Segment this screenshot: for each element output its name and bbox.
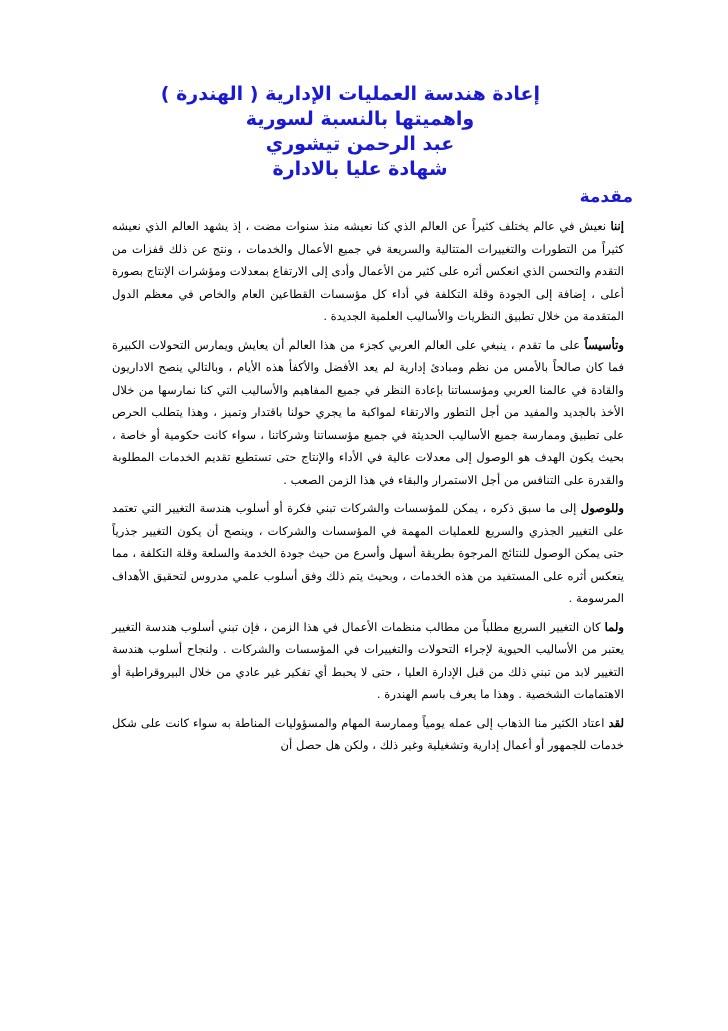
paragraph-text: إلى ما سبق ذكره ، يمكن للمؤسسات والشركات تبني فكرة أو أسلوب هندسة التغيير التي تعتمد على التغيير الجذري والسريع للعمليات المهمة في المؤسسات والشركات ، وينصح أن يكون التغيير جذرياً حتى يمكن الوصول للنتائج المرجوة بطريقة أسهل وأسرع من حيث جودة الخدمة والسلعة وقلة التكلفة ، مما ينعكس أثره على المستفيد من هذه الخدمات ، وبحيث يتم ذلك وفق أسلوب علمي مدروس لتحقيق الأهداف المرسومة . [112, 501, 624, 605]
paragraph-lead: ولما [604, 619, 624, 634]
title-line-2: واهميتها بالنسبة لسورية [245, 108, 475, 130]
document-title [150, 82, 570, 182]
paragraph-5 [112, 712, 624, 757]
paragraph-lead: لقد [608, 715, 624, 730]
paragraph-1 [112, 215, 624, 328]
body-text [112, 215, 624, 763]
paragraph-lead: وتأسيساً [584, 337, 624, 352]
paragraph-text: اعتاد الكثير منا الذهاب إلى عمله يومياً وممارسة المهام والمسؤوليات المناطة به سواء كانت على شكل خدمات للجمهور أو أعمال إدارية وتشغيلية وغير ذلك ، ولكن هل حصل أن [112, 715, 624, 752]
title-line-1: إعادة هندسة العمليات الإدارية ( الهندرة ) [160, 83, 540, 105]
author-credential: شهادة عليا بالادارة [272, 158, 448, 180]
paragraph-text: على ما تقدم ، ينبغي على العالم العربي كجزء من هذا العالم أن يعايش ويمارس التحولات الكبيرة فما كان صالحاً بالأمس من نظم ومبادئ إدارية لم يعد الأفضل والأكفأ هذه الأيام ، وبالتالي ينصح الاداريون والقادة في عالمنا العربي ومؤسساتنا بإعادة النظر في جميع المفاهيم والأساليب التي كنا نمارسها من خلال الأخذ بالجديد والمفيد من أجل التطور والارتقاء لمواكبة ما يجري حولنا باقتدار وتميز ، وهذا يتطلب الحرص على تطبيق وممارسة جميع الأساليب الحديثة في جميع مؤسساتنا وشركاتنا ، سواء كانت حكومية أو خاصة ، بحيث يكون الهدف هو الوصول إلى معدلات عالية في الأداء والإنتاج حتى تستطيع تقديم الخدمات المطلوبة والقدرة على التنافس من أجل الاستمرار والبقاء في هذا الزمن الصعب . [112, 337, 624, 487]
paragraph-lead: وللوصول [580, 501, 624, 515]
section-heading: مقدمة [579, 187, 633, 207]
author-name: عبد الرحمن تيشوري [265, 133, 455, 155]
paragraph-lead: إننا [610, 219, 624, 233]
paragraph-3 [112, 497, 624, 610]
paragraph-text: كان التغيير السريع مطلباً من مطالب منظمات الأعمال في هذا الزمن ، فإن تبني أسلوب هندسة التغيير يعتبر من الأساليب الحيوية لإجراء التحولات والتغييرات في المؤسسات والشركات . ولنجاح أسلوب هندسة التغيير لابد من تبني ذلك من قبل الإدارة العليا ، حتى لا يحبط أي تفكير غير عادي من خلال البيروقراطية أو الاهتمامات الشخصية . وهذا ما يعرف باسم الهندرة . [112, 619, 624, 701]
paragraph-text: نعيش في عالم يختلف كثيراً عن العالم الذي كنا نعيشه منذ سنوات مضت ، إذ يشهد العالم الذي نعيشه كثيراً من التطورات والتغييرات المتتالية والسريعة في جميع الأعمال والخدمات ، ونتج عن ذلك قفزات من التقدم والتحسن الذي انعكس أثره على كثير من الأعمال وأدى إلى الارتفاع بمعدلات ومؤشرات الإنتاج بصورة أعلى ، إضافة إلى الجودة وقلة التكلفة في أداء كل مؤسسات القطاعين العام والخاص في معظم الدول المتقدمة من خلال تطبيق النظريات والأساليب العلمية الجديدة . [112, 219, 624, 323]
paragraph-2 [112, 334, 624, 492]
paragraph-4 [112, 616, 624, 706]
